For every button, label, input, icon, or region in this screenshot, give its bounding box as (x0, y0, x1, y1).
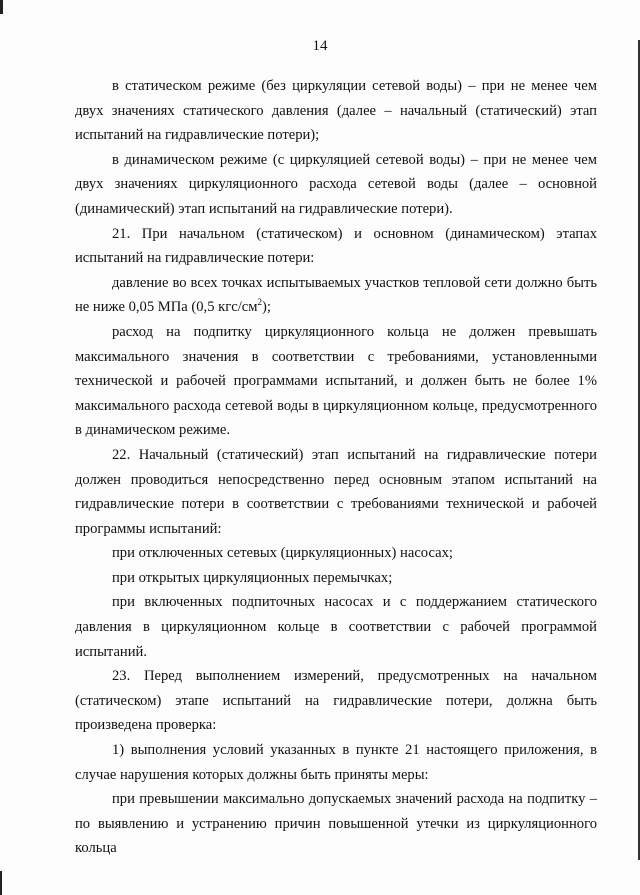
paragraph-item-22: 22. Начальный (статический) этап испытаний на гидравлические потери должен проводиться непосредственно перед основным этапом испытаний на гидравлические потери в соответствии с требованиями технической и рабочей программы испытаний: (75, 446, 597, 537)
paragraph-item-21: 21. При начальном (статическом) и основном (динамическом) этапах испытаний на гидравлические потери: (75, 225, 597, 267)
pressure-superscript: 2 (257, 297, 262, 308)
paragraph-makeup-pumps-on: при включенных подпиточных насосах и с поддержанием статического давления в циркуляционном кольце в соответствии с рабочей программой испытаний. (75, 594, 597, 660)
scan-edge-mark-top (0, 0, 3, 14)
page-number: 14 (312, 38, 328, 54)
paragraph-leak-measures: при превышении максимально допускаемых значений расхода на подпитку – по выявлению и устранению причин повышенной утечки из циркуляционного кольца (75, 791, 597, 857)
paragraph-check-1: 1) выполнения условий указанных в пункте 21 настоящего приложения, в случае нарушения которых должны быть приняты меры: (75, 742, 597, 783)
paragraph-bridges-open: при открытых циркуляционных перемычках; (112, 569, 393, 586)
paragraph-pressure (75, 271, 597, 320)
pressure-text: давление во всех точках испытываемых участков тепловой сети должно быть не ниже 0,05 МПа (0,5 кгс/см (75, 274, 597, 316)
document-body (75, 74, 597, 861)
pressure-text-end: ); (261, 299, 271, 316)
paragraph-static-mode: в статическом режиме (без циркуляции сетевой воды) – при не менее чем двух значениях статического давления (далее – начальный (статический) этап испытаний на гидравлические потери); (75, 78, 597, 144)
paragraph-pumps-off: при отключенных сетевых (циркуляционных) насосах; (112, 545, 453, 562)
paragraph-makeup-flow: расход на подпитку циркуляционного кольца не должен превышать максимального значения в соответствии с требованиями, установленными технической и рабочей программами испытаний, и должен быть не более 1% максимального расхода сетевой воды в циркуляционном кольце, предусмотренного в динамическом режиме. (75, 323, 597, 439)
scan-edge-mark-bottom (0, 871, 2, 895)
paragraph-dynamic-mode: в динамическом режиме (с циркуляцией сетевой воды) – при не менее чем двух значениях циркуляционного расхода сетевой воды (далее – основной (динамический) этап испытаний на гидравлические потери). (75, 151, 597, 217)
paragraph-item-23: 23. Перед выполнением измерений, предусмотренных на начальном (статическом) этапе испытаний на гидравлические потери, должна быть произведена проверка: (75, 668, 597, 734)
